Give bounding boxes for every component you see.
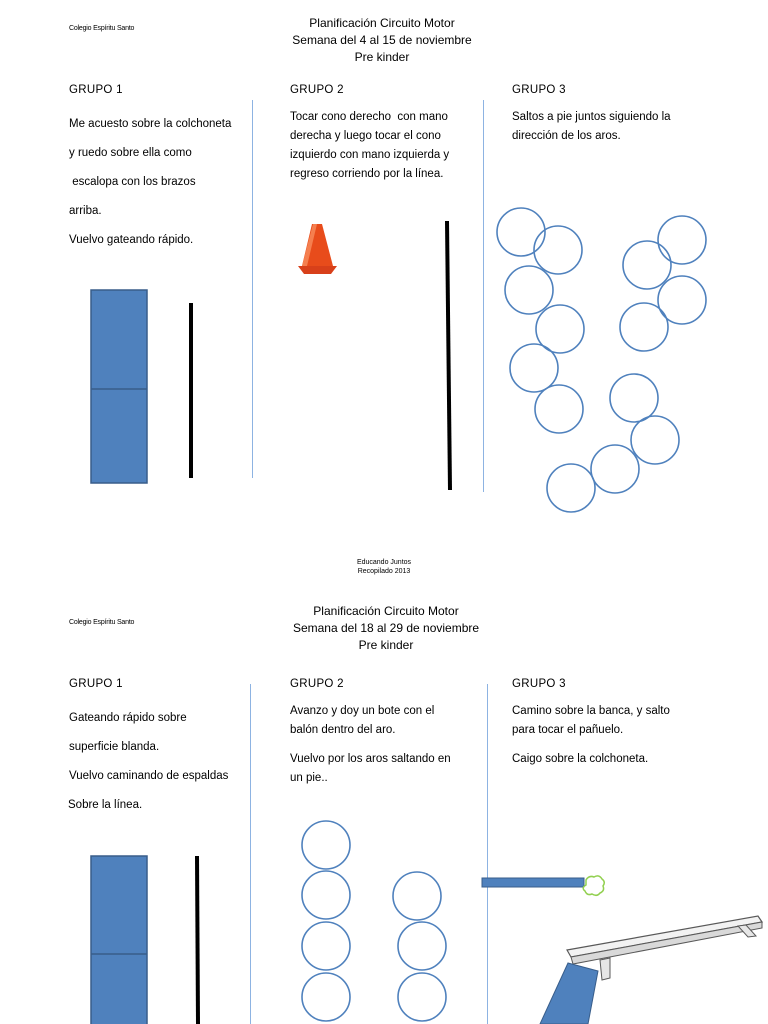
mat-icon: [91, 290, 147, 483]
group-heading: GRUPO 1: [69, 678, 123, 690]
school-name: Colegio Espíritu Santo: [69, 25, 135, 32]
instruction-line: Gateando rápido sobre: [69, 712, 187, 724]
instruction-line: balón dentro del aro.: [290, 724, 396, 736]
hoop-icon: [623, 241, 671, 289]
instruction-line: Vuelvo gateando rápido.: [69, 234, 194, 246]
hoop-icon: [302, 871, 350, 919]
school-name: Colegio Espíritu Santo: [69, 619, 135, 626]
hoop-group: [497, 208, 706, 512]
footer-line: Educando Juntos: [356, 559, 412, 566]
instruction-line: derecha y luego tocar el cono: [290, 130, 441, 142]
hoop-icon: [620, 303, 668, 351]
title-line: Pre kinder: [354, 50, 410, 64]
instruction-line: regreso corriendo por la línea.: [290, 168, 444, 180]
bench-icon: [540, 916, 762, 1024]
hoop-icon: [398, 922, 446, 970]
mat-icon: [91, 856, 147, 1024]
group-heading: GRUPO 1: [69, 84, 123, 96]
hoop-icon: [510, 344, 558, 392]
scarf-icon: [583, 876, 604, 895]
hoop-icon: [302, 821, 350, 869]
hoop-icon: [393, 872, 441, 920]
instruction-line: arriba.: [69, 205, 102, 217]
instruction-line: superficie blanda.: [69, 741, 160, 753]
hoop-icon: [534, 226, 582, 274]
title-line: Pre kinder: [358, 638, 414, 652]
pole-icon: [482, 878, 584, 887]
instruction-line: y ruedo sobre ella como: [69, 147, 192, 159]
group-heading: GRUPO 3: [512, 678, 566, 690]
instruction-line: escalopa con los brazos: [69, 176, 196, 188]
instruction-line: Vuelvo por los aros saltando en: [290, 753, 451, 765]
hoop-icon: [497, 208, 545, 256]
instruction-line: Avanzo y doy un bote con el: [290, 705, 435, 717]
instruction-line: Tocar cono derecho con mano: [290, 111, 448, 123]
instruction-line: Vuelvo caminando de espaldas: [69, 770, 229, 782]
hoop-icon: [535, 385, 583, 433]
instruction-line: Me acuesto sobre la colchoneta: [69, 118, 232, 130]
line-icon: [197, 856, 198, 1024]
instruction-line: izquierdo con mano izquierda y: [290, 149, 450, 161]
instruction-line: Caigo sobre la colchoneta.: [512, 753, 649, 765]
instruction-line: Saltos a pie juntos siguiendo la: [512, 111, 671, 123]
instruction-line: para tocar el pañuelo.: [512, 724, 624, 736]
hoop-icon: [302, 922, 350, 970]
instruction-line: un pie..: [290, 772, 328, 784]
hoop-icon: [398, 973, 446, 1021]
cone-icon: [298, 224, 337, 274]
title-line: Semana del 4 al 15 de noviembre: [292, 33, 472, 47]
hoop-icon: [591, 445, 639, 493]
title-line: Planificación Circuito Motor: [309, 16, 455, 30]
hoop-icon: [610, 374, 658, 422]
group-heading: GRUPO 3: [512, 84, 566, 96]
group-heading: GRUPO 2: [290, 678, 344, 690]
title-line: Semana del 18 al 29 de noviembre: [292, 621, 480, 635]
title-line: Planificación Circuito Motor: [313, 604, 459, 618]
line-icon: [447, 221, 450, 490]
hoop-icon: [302, 973, 350, 1021]
hoop-icon: [547, 464, 595, 512]
group-heading: GRUPO 2: [290, 84, 344, 96]
hoop-group: [302, 821, 446, 1021]
instruction-line: Camino sobre la banca, y salto: [512, 705, 670, 717]
hoop-icon: [505, 266, 553, 314]
hoop-icon: [658, 216, 706, 264]
instruction-line: Sobre la línea.: [68, 799, 143, 811]
instruction-line: dirección de los aros.: [512, 130, 621, 142]
footer-line: Recopilado 2013: [357, 568, 411, 575]
hoop-icon: [631, 416, 679, 464]
